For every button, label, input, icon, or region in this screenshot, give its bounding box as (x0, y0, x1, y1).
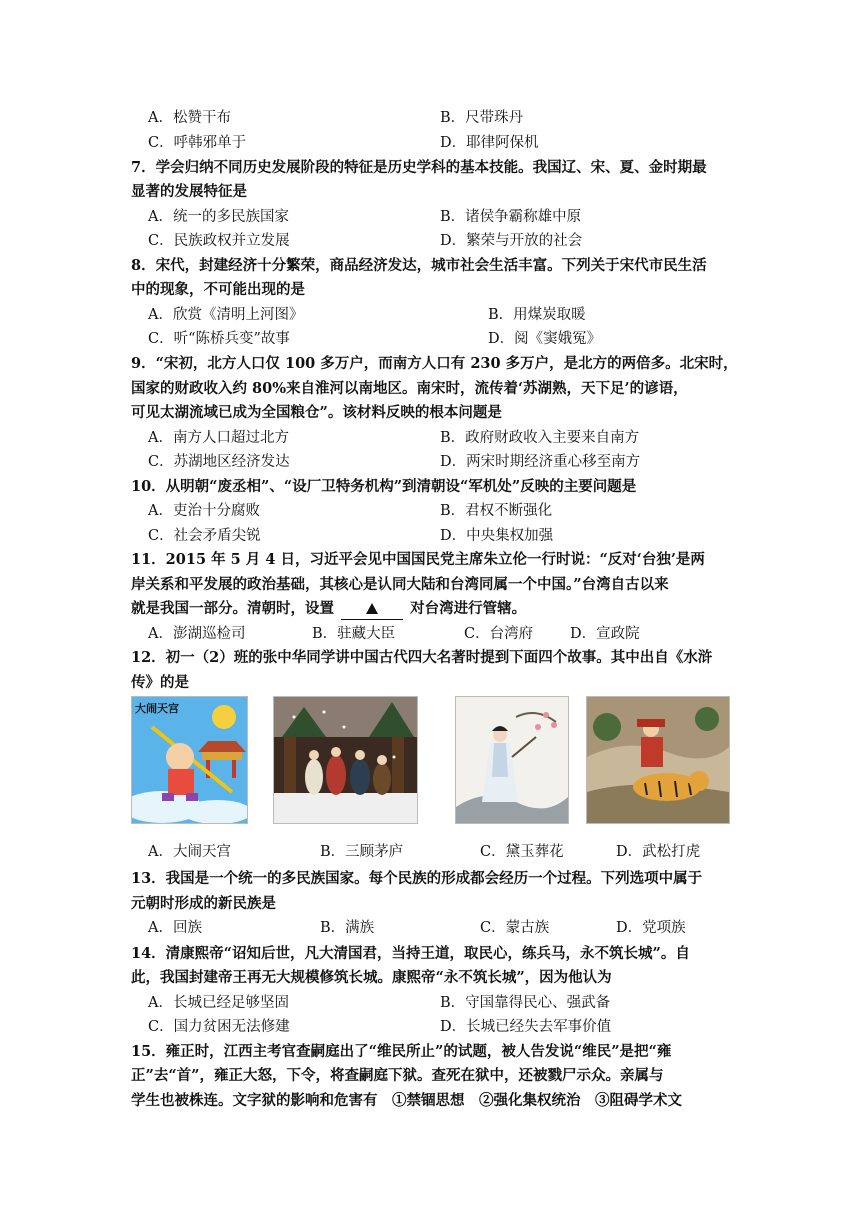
q7-option-a[interactable]: A．统一的多民族国家 (148, 209, 289, 225)
q7-option-d[interactable]: D．繁荣与开放的社会 (440, 233, 583, 249)
three-visits-illustration (274, 697, 417, 823)
q11-stem-line3 (131, 599, 526, 620)
q6-option-d[interactable]: D．耶律阿保机 (440, 135, 539, 151)
q11-option-c[interactable]: C．台湾府 (464, 626, 534, 642)
q10-option-a[interactable]: A．吏治十分腐败 (148, 503, 260, 519)
q9-option-b[interactable]: B．政府财政收入主要来自南方 (440, 430, 640, 446)
q9-stem-line3: 可见太湖流域已成为全国粮仓”。该材料反映的根本问题是 (131, 404, 502, 421)
pic1-caption: 大闹天宫 (135, 702, 179, 715)
q11-stem-line3-end: 对台湾进行管辖。 (410, 600, 527, 617)
q12-option-d[interactable]: D．武松打虎 (616, 844, 701, 860)
q6-option-b[interactable]: B．尺带珠丹 (440, 110, 524, 126)
q13-option-d[interactable]: D．党项族 (616, 920, 686, 936)
q13-option-c[interactable]: C．蒙古族 (480, 920, 550, 936)
q7-option-b[interactable]: B．诸侯争霸称雄中原 (440, 209, 582, 225)
triangle-icon (366, 603, 378, 614)
q13-option-a[interactable]: A．回族 (148, 920, 202, 936)
q7-stem-line1: 7．学会归纳不同历史发展阶段的特征是历史学科的基本技能。我国辽、宋、夏、金时期最 (131, 159, 707, 176)
q6-option-c[interactable]: C．呼韩邪单于 (148, 135, 247, 151)
q15-stem-line1: 15．雍正时，江西主考官查嗣庭出了“维民所止”的试题，被人告发说“维民”是把“雍 (131, 1043, 672, 1060)
q15-stem-line3: 学生也被株连。文字狱的影响和危害有 ①禁锢思想 ②强化集权统治 ③阻碍学术文 (131, 1092, 682, 1109)
q10-option-b[interactable]: B．君权不断强化 (440, 503, 553, 519)
q9-stem-line1: 9．“宋初，北方人口仅 100 多万户，而南方人口有 230 多万户，是北方的两倍多。北宋时， (131, 355, 738, 372)
q7-option-c[interactable]: C．民族政权并立发展 (148, 233, 290, 249)
image-daiyu-burying-flowers (455, 696, 569, 824)
q12-option-a[interactable]: A．大闹天宫 (148, 844, 231, 860)
q8-option-b[interactable]: B．用煤炭取暖 (488, 307, 586, 323)
q12-stem-line2: 传》的是 (131, 674, 189, 691)
wusong-fights-tiger-illustration (587, 697, 729, 823)
q13-stem-line2: 元朝时形成的新民族是 (131, 895, 276, 912)
q6-option-a[interactable]: A．松赞干布 (148, 110, 231, 126)
q14-option-b[interactable]: B．守国靠得民心、强武备 (440, 995, 611, 1011)
q14-option-c[interactable]: C．国力贫困无法修建 (148, 1019, 290, 1035)
q9-option-d[interactable]: D．两宋时期经济重心移至南方 (440, 454, 641, 470)
q10-option-d[interactable]: D．中央集权加强 (440, 528, 554, 544)
q11-stem-line3-start: 就是我国一部分。清朝时，设置 (131, 600, 334, 617)
q8-stem-line1: 8．宋代，封建经济十分繁荣，商品经济发达，城市社会生活丰富。下列关于宋代市民生活 (131, 257, 707, 274)
q12-option-b[interactable]: B．三顾茅庐 (320, 844, 404, 860)
q9-option-c[interactable]: C．苏湖地区经济发达 (148, 454, 290, 470)
q10-stem-line1: 10．从明朝“废丞相”、“设厂卫特务机构”到清朝设“军机处”反映的主要问题是 (131, 478, 637, 495)
q8-stem-line2: 中的现象，不可能出现的是 (131, 281, 305, 298)
image-havoc-in-heaven (131, 696, 248, 824)
q11-option-d[interactable]: D．宣政院 (570, 626, 640, 642)
q13-option-b[interactable]: B．满族 (320, 920, 375, 936)
q11-option-a[interactable]: A．澎湖巡检司 (148, 626, 246, 642)
q9-option-a[interactable]: A．南方人口超过北方 (148, 430, 289, 446)
q7-stem-line2: 显著的发展特征是 (131, 183, 247, 200)
q11-stem-line1: 11．2015 年 5 月 4 日，习近平会见中国国民党主席朱立伦一行时说：“反对‘台独’是两 (131, 551, 705, 568)
q11-answer-blank[interactable] (341, 599, 403, 620)
q11-stem-line2: 岸关系和平发展的政治基础，其核心是认同大陆和台湾同属一个中国。”台湾自古以来 (131, 576, 669, 593)
q13-stem-line1: 13．我国是一个统一的多民族国家。每个民族的形成都会经历一个过程。下列选项中属于 (131, 870, 703, 887)
q15-stem-line2: 正”去“首”，雍正大怒，下令，将查嗣庭下狱。查死在狱中，还被戮尸示众。亲属与 (131, 1067, 664, 1084)
daiyu-burying-flowers-illustration (456, 697, 568, 823)
image-wusong-fights-tiger (586, 696, 730, 824)
q11-option-b[interactable]: B．驻藏大臣 (312, 626, 396, 642)
image-three-visits (273, 696, 418, 824)
q14-stem-line1: 14．清康熙帝“诏知后世，凡大清国君，当持王道，取民心，练兵马，永不筑长城”。自 (131, 945, 690, 962)
q12-option-c[interactable]: C．黛玉葬花 (480, 844, 564, 860)
q12-stem-line1: 12．初一（2）班的张中华同学讲中国古代四大名著时提到下面四个故事。其中出自《水浒 (131, 649, 713, 666)
q10-option-c[interactable]: C．社会矛盾尖锐 (148, 528, 261, 544)
q8-option-a[interactable]: A．欣赏《清明上河图》 (148, 307, 304, 323)
q9-stem-line2: 国家的财政收入约 80%来自淮河以南地区。南宋时，流传着‘苏湖熟，天下足’的谚语， (131, 380, 688, 397)
q14-stem-line2: 此，我国封建帝王再无大规模修筑长城。康熙帝“永不筑长城”，因为他认为 (131, 969, 612, 986)
q14-option-a[interactable]: A．长城已经足够坚固 (148, 995, 289, 1011)
q14-option-d[interactable]: D．长城已经失去军事价值 (440, 1019, 612, 1035)
q8-option-c[interactable]: C．听“陈桥兵变”故事 (148, 331, 290, 347)
q8-option-d[interactable]: D．阅《窦娥冤》 (488, 331, 602, 347)
